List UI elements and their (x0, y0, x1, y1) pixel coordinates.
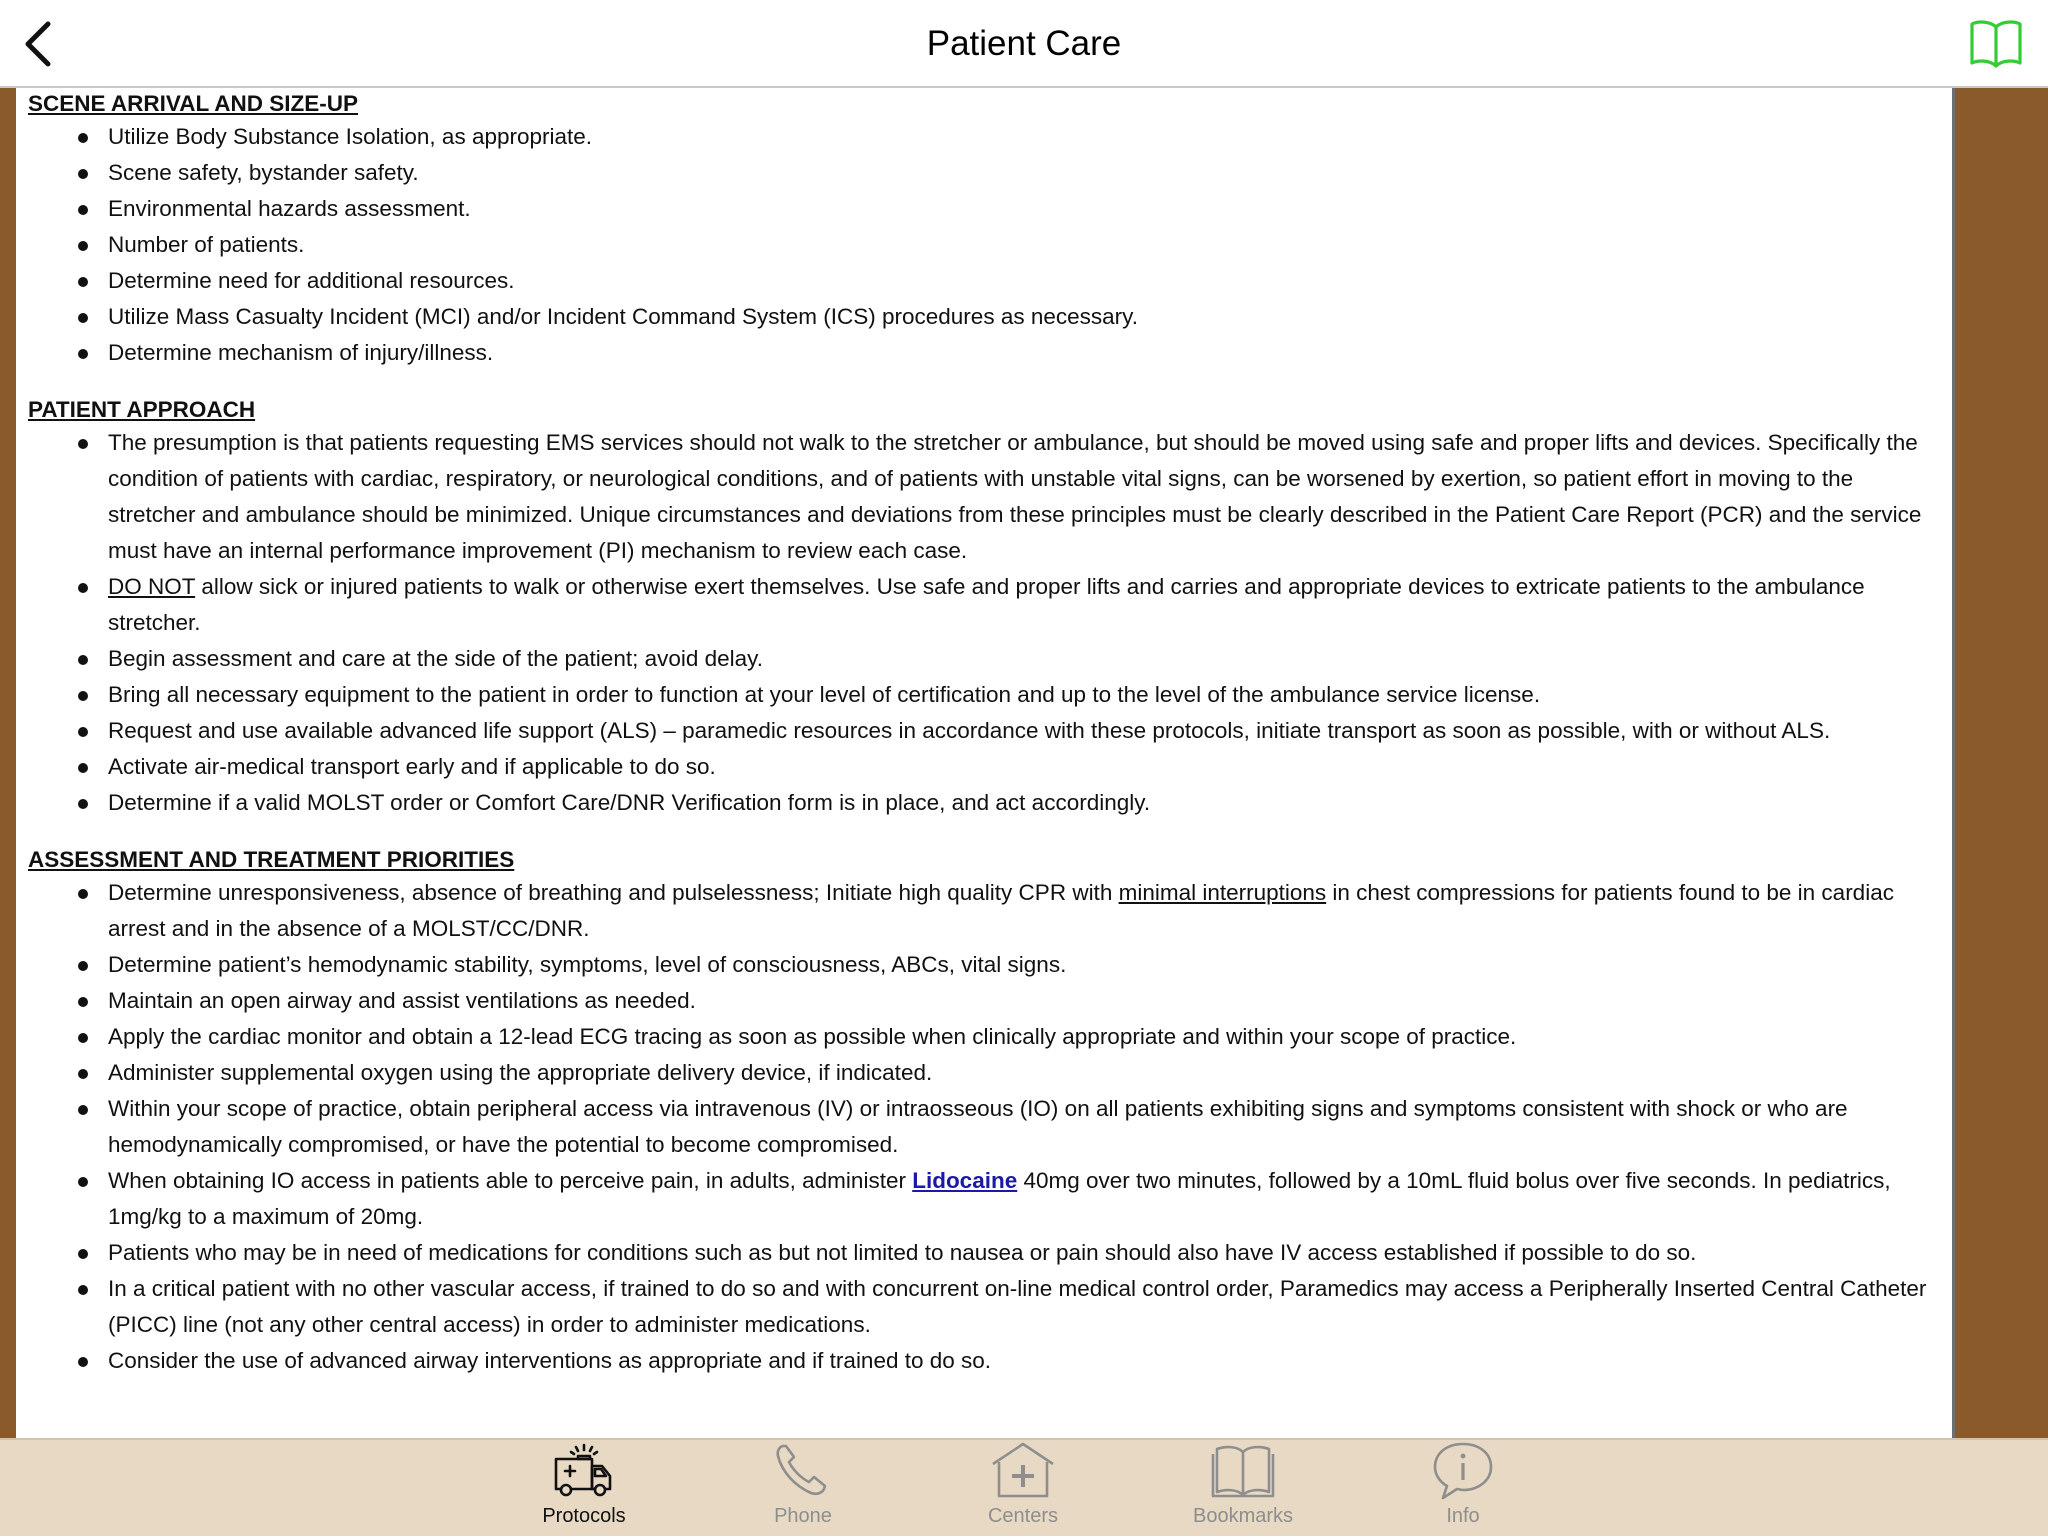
tab-phone[interactable] (723, 1440, 883, 1538)
list-item: Scene safety, bystander safety. (108, 155, 1940, 191)
right-side-rail (1952, 88, 2048, 1438)
list-item: Number of patients. (108, 227, 1940, 263)
list-item: Consider the use of advanced airway interventions as appropriate and if trained to do so. (108, 1343, 1940, 1379)
list-item: Begin assessment and care at the side of the patient; avoid delay. (108, 641, 1940, 677)
list-item-text: When obtaining IO access in patients able to perceive pain, in adults, administer (108, 1168, 913, 1193)
ambulance-icon (548, 1440, 620, 1502)
tab-centers[interactable] (943, 1440, 1103, 1538)
list-item: Determine if a valid MOLST order or Comfort Care/DNR Verification form is in place, and act accordingly. (108, 785, 1940, 821)
list-item-text: 40mg over two minutes, followed by a 10mL fluid bolus over five seconds. In pediatrics, 1mg/kg to a maximum of 20mg. (108, 1168, 1891, 1229)
list-item: In a critical patient with no other vascular access, if trained to do so and with concurrent on-line medical control order, Paramedics may access a Peripherally Inserted Central Catheter (PICC) line (not any other central access) in order to administer medications. (108, 1271, 1940, 1343)
phone-icon (767, 1440, 839, 1502)
list-item: Utilize Mass Casualty Incident (MCI) and/or Incident Command System (ICS) procedures as necessary. (108, 299, 1940, 335)
tab-label: Info (1446, 1505, 1480, 1527)
tab-protocols[interactable] (504, 1440, 664, 1538)
list-item-text: allow sick or injured patients to walk or otherwise exert themselves. Use safe and proper lifts and carries and appropriate devices to extricate patients to the ambulance stretcher. (108, 574, 1865, 635)
list-item: Administer supplemental oxygen using the appropriate delivery device, if indicated. (108, 1055, 1940, 1091)
tab-bookmarks[interactable] (1163, 1440, 1323, 1538)
list-item: Patients who may be in need of medications for conditions such as but not limited to nausea or pain should also have IV access established if possible to do so. (108, 1235, 1940, 1271)
list-item: Within your scope of practice, obtain peripheral access via intravenous (IV) or intraosseous (IO) on all patients exhibiting signs and symptoms consistent with shock or who are hemodynamically compromised, or have the potential to become compromised. (108, 1091, 1940, 1163)
tab-info[interactable] (1383, 1440, 1543, 1538)
tab-label: Centers (987, 1505, 1059, 1527)
list-item: Request and use available advanced life support (ALS) – paramedic resources in accordance with these protocols, initiate transport as soon as possible, with or without ALS. (108, 713, 1940, 749)
book-icon (1207, 1440, 1279, 1502)
protocol-content[interactable] (16, 88, 1952, 1438)
list-item: Apply the cardiac monitor and obtain a 12-lead ECG tracing as soon as possible when clinically appropriate and within your scope of practice. (108, 1019, 1940, 1055)
patient-approach-list (28, 425, 1940, 821)
minimal-interruptions-emphasis: minimal interruptions (1118, 880, 1327, 905)
list-item (108, 1163, 1940, 1235)
list-item: Bring all necessary equipment to the patient in order to function at your level of certification and up to the level of the ambulance service license. (108, 677, 1940, 713)
tab-bar (0, 1438, 2048, 1536)
list-item: Determine patient’s hemodynamic stability, symptoms, level of consciousness, ABCs, vital signs. (108, 947, 1940, 983)
navigation-bar (0, 0, 2048, 88)
list-item: The presumption is that patients requesting EMS services should not walk to the stretcher or ambulance, but should be moved using safe and proper lifts and devices. Specifically the condition of patients with cardiac, respiratory, or neurological conditions, and of patients with unstable vital signs, can be worsened by exertion, so patient effort in moving to the stretcher and ambulance should be minimized. Unique circumstances and deviations from these principles must be clearly described in the Patient Care Report (PCR) and the service must have an internal performance improvement (PI) mechanism to review each case. (108, 425, 1940, 569)
tab-label: Protocols (542, 1505, 626, 1527)
list-item-text: Determine unresponsiveness, absence of breathing and pulselessness; Initiate high quality CPR with (108, 880, 1119, 905)
list-item: Environmental hazards assessment. (108, 191, 1940, 227)
list-item: Activate air-medical transport early and if applicable to do so. (108, 749, 1940, 785)
tab-label: Phone (774, 1505, 832, 1527)
tab-label: Bookmarks (1192, 1505, 1294, 1527)
list-item: Determine mechanism of injury/illness. (108, 335, 1940, 371)
info-bubble-icon (1427, 1440, 1499, 1502)
section-heading-patient-approach: PATIENT APPROACH (28, 397, 256, 422)
list-item (108, 875, 1940, 947)
hospital-icon (987, 1440, 1059, 1502)
page-title: Patient Care (926, 24, 1122, 63)
list-item (108, 569, 1940, 641)
section-heading-assessment-priorities: ASSESSMENT AND TREATMENT PRIORITIES (28, 847, 515, 872)
list-item: Maintain an open airway and assist ventilations as needed. (108, 983, 1940, 1019)
left-side-rail (0, 88, 16, 1438)
list-item: Utilize Body Substance Isolation, as appropriate. (108, 119, 1940, 155)
lidocaine-link[interactable]: Lidocaine (912, 1168, 1018, 1193)
do-not-emphasis: DO NOT (108, 574, 196, 599)
section-heading-scene-arrival: SCENE ARRIVAL AND SIZE-UP (28, 91, 359, 116)
open-book-icon (1968, 15, 2024, 71)
assessment-priorities-list (28, 875, 1940, 1379)
list-item-text: in chest compressions for patients found to be in cardiac arrest and in the absence of a MOLST/CC/DNR. (108, 880, 1894, 941)
scene-arrival-list (28, 119, 1940, 371)
bookmark-button[interactable] (1968, 15, 2024, 71)
list-item: Determine need for additional resources. (108, 263, 1940, 299)
